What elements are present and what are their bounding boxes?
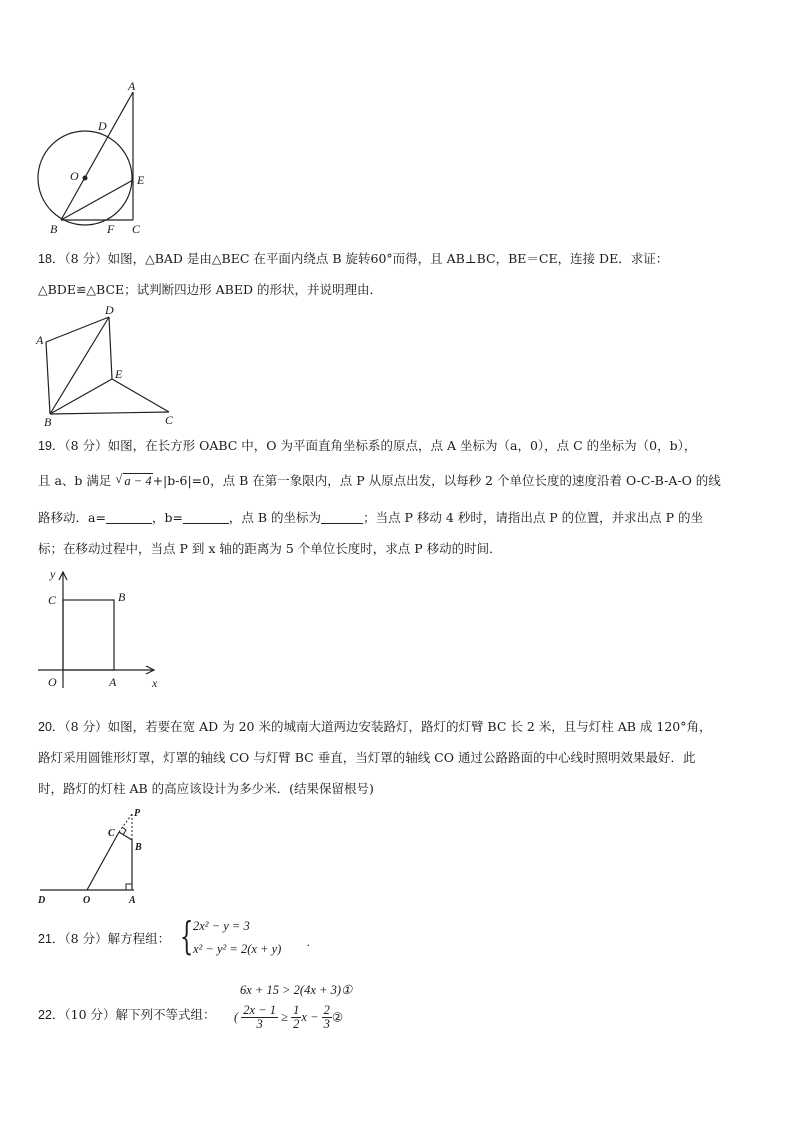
arm-bc	[119, 832, 132, 840]
seg-ad	[46, 317, 109, 342]
q20-number: 20．	[38, 720, 65, 734]
seg-bc	[50, 412, 169, 414]
q22-score: （10 分）	[64, 1007, 116, 1022]
q20-score: （8 分）	[64, 719, 108, 734]
q19-line4	[38, 541, 502, 557]
answer-blank-a[interactable]	[106, 511, 152, 524]
sqrt-radicand: a − 4	[124, 474, 152, 488]
q19-score: （8 分）	[64, 438, 108, 453]
rectangle-oabc	[63, 600, 114, 670]
circled-two: ②	[331, 1010, 344, 1025]
seg-ec	[112, 379, 169, 412]
q18-number: 18．	[38, 252, 65, 266]
label-a: A	[36, 333, 44, 347]
frac-2x-1-over-3	[241, 1004, 278, 1031]
answer-blank-b[interactable]	[183, 511, 229, 524]
label-y: y	[50, 567, 56, 581]
frac-2-over-3	[322, 1004, 332, 1031]
seg-bd	[50, 317, 109, 414]
q19-text-4: 标；在移动过程中，当点 P 到 x 轴的距离为 5 个单位长度时，求点 P 移动的时间．	[38, 541, 502, 556]
figure-18-quadrilateral	[33, 302, 183, 427]
label-d: D	[105, 303, 114, 317]
answer-blank-b-coord[interactable]	[321, 511, 363, 524]
q21-period: .	[307, 935, 311, 949]
label-o: O	[70, 169, 79, 183]
q22-text: 解下列不等式组：	[115, 1007, 216, 1022]
q20-line3	[38, 781, 374, 797]
q20-text-1: 如图，若要在宽 AD 为 20 米的城南大道两边安装路灯，路灯的灯臂 BC 长 2 米，且与灯柱 AB 成 120°角，	[107, 719, 712, 734]
label-b: B	[118, 590, 126, 604]
abs-expression: +|b-6|=0	[152, 473, 211, 488]
figure-19-coordinate-plane	[36, 566, 166, 691]
q18-line2	[38, 282, 382, 298]
label-b: B	[135, 842, 142, 853]
q19-line2	[38, 473, 721, 489]
q21-eq2: x² − y² = 2(x + y)	[193, 942, 282, 956]
sqrt-expression: √ a − 4	[115, 472, 152, 488]
q18-score: （8 分）	[64, 251, 108, 266]
frac-den: 3	[323, 1017, 330, 1031]
q19-text-3b: ，b=	[151, 510, 183, 525]
q21-text: 解方程组：	[107, 931, 171, 946]
q19-line1	[38, 438, 696, 454]
q22-line	[38, 1007, 216, 1023]
q20-line1	[38, 719, 712, 735]
label-d: D	[98, 119, 107, 133]
q21-number: 21．	[38, 932, 65, 946]
q19-text-3d: ；当点 P 移动 4 秒时，请指出点 P 的位置，并求出点 P 的坐	[363, 510, 704, 525]
q20-text-3: 时，路灯的灯柱 AB 的高应该设计为多少米．(结果保留根号)	[38, 781, 374, 796]
q19-text-3a: 路移动．a=	[38, 510, 106, 525]
label-o: O	[83, 895, 91, 906]
frac-num: 2	[323, 1003, 330, 1017]
x-minus: x −	[301, 1010, 319, 1024]
seg-ab	[46, 342, 50, 414]
figure-20-street-lamp	[34, 806, 164, 906]
frac-den: 2	[293, 1017, 300, 1031]
q21-line	[38, 931, 170, 947]
q20-text-2: 路灯采用圆锥形灯罩，灯罩的轴线 CO 与灯臂 BC 垂直，当灯罩的轴线 CO 通过公路路面的中心线时照明效果最好．此	[38, 750, 696, 765]
label-p: P	[134, 808, 141, 819]
label-c: C	[165, 413, 174, 427]
figure-17-circle	[30, 78, 160, 238]
label-b: B	[50, 222, 58, 236]
label-e: E	[137, 173, 145, 187]
q21-system-brace: {	[180, 914, 194, 958]
q22-number: 22．	[38, 1008, 65, 1022]
label-a: A	[109, 675, 117, 689]
frac-num: 2x − 1	[243, 1003, 277, 1017]
label-e: E	[115, 367, 123, 381]
label-f: F	[107, 222, 115, 236]
axis-co	[87, 832, 119, 890]
label-c: C	[108, 828, 115, 839]
label-c: C	[132, 222, 141, 236]
label-o: O	[48, 675, 57, 689]
q19-text-2a: 且 a、b 满足	[38, 473, 112, 488]
frac-num: 1	[293, 1003, 300, 1017]
q21-score: （8 分）	[64, 931, 108, 946]
q22-ineq1: 6x + 15 > 2(4x + 3)①	[240, 983, 353, 997]
line-ba	[61, 92, 133, 220]
label-d: D	[38, 895, 46, 906]
q19-number: 19．	[38, 439, 65, 453]
label-a: A	[129, 895, 136, 906]
label-b: B	[44, 415, 52, 429]
ge-sign: ≥	[281, 1010, 289, 1024]
center-dot	[83, 176, 88, 181]
q19-text-3c: ，点 B 的坐标为	[228, 510, 322, 525]
q18-line1	[38, 251, 668, 267]
q19-line3	[38, 510, 703, 526]
q18-text-2: △BDE≌△BCE；试判断四边形 ABED 的形状，并说明理由．	[38, 282, 382, 297]
label-a: A	[128, 79, 136, 93]
label-c: C	[48, 593, 57, 607]
label-x: x	[152, 676, 158, 690]
q19-text-2b: ，点 B 在第一象限内，点 P 从原点出发，以每秒 2 个单位长度的速度沿着 O-C-B-A-O 的线	[210, 473, 721, 488]
q18-text-1: 如图，△BAD 是由△BEC 在平面内绕点 B 旋转60°而得，且 AB⊥BC，BE＝CE，连接 DE．求证：	[107, 251, 669, 266]
q22-ineq2: ( $\frac{2x - 1}{3}$ ≥ $\frac{1}{2}$ x − $\frac{2}{3}$ ②	[234, 1003, 344, 1031]
q19-text-1: 如图，在长方形 OABC 中，O 为平面直角坐标系的原点，点 A 坐标为（a，0），点 C 的坐标为（0，b），	[107, 438, 697, 453]
seg-de	[109, 317, 112, 379]
q20-line2	[38, 750, 695, 766]
seg-be	[50, 379, 112, 414]
frac-1-over-2	[291, 1004, 301, 1031]
frac-den: 3	[256, 1017, 263, 1031]
right-angle-a	[126, 884, 132, 890]
q21-eq1: 2x² − y = 3	[193, 919, 250, 933]
